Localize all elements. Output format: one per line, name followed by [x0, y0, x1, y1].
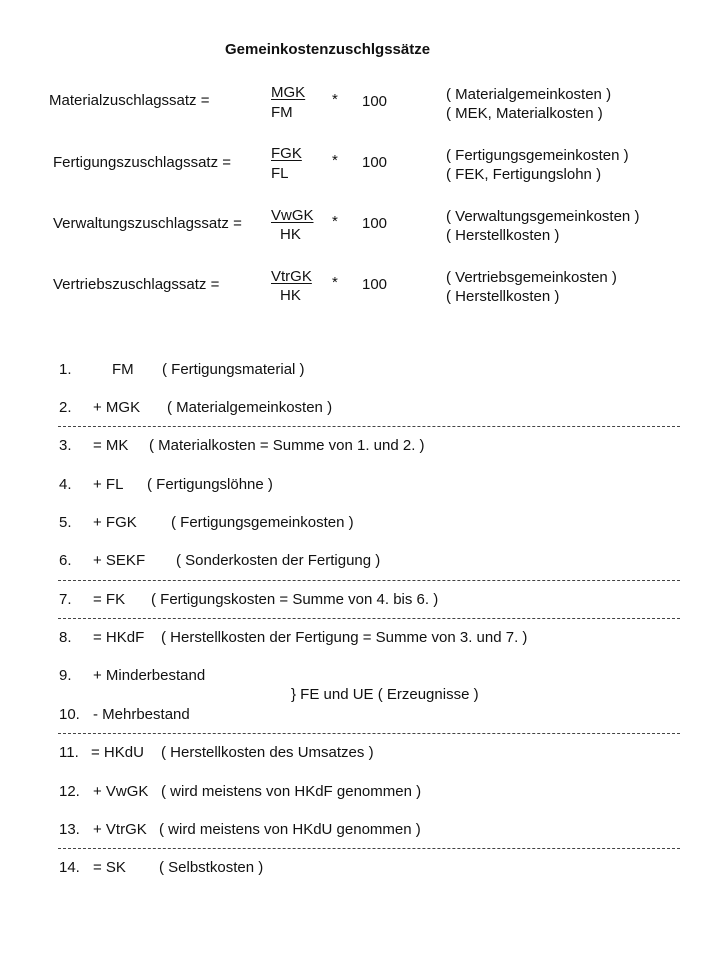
step-term: = MK: [93, 437, 129, 454]
divider: [58, 848, 680, 849]
step-number: 2.: [59, 399, 72, 416]
formula-times: *: [332, 213, 338, 230]
divider: [58, 426, 680, 427]
step-number: 10.: [59, 706, 80, 723]
formula-numerator: FGK: [271, 145, 302, 162]
divider: [58, 618, 680, 619]
step-number: 3.: [59, 437, 72, 454]
formula-label: Vertriebszuschlagssatz =: [53, 276, 220, 293]
step-term: = HKdF: [93, 629, 145, 646]
step-number: 13.: [59, 821, 80, 838]
step-description: ( Fertigungskosten = Summe von 4. bis 6. ): [151, 591, 439, 608]
formula-factor: 100: [362, 154, 388, 171]
step-term: + Minderbestand: [93, 667, 206, 684]
formula-factor: 100: [362, 276, 388, 293]
formula-numerator: VwGK: [271, 207, 314, 224]
formula-times: *: [332, 91, 338, 108]
formula-times: *: [332, 152, 338, 169]
step-term: + FGK: [93, 514, 137, 531]
formula-denominator: FM: [271, 104, 293, 121]
formula-note-1: ( Materialgemeinkosten ): [446, 86, 612, 103]
step-number: 6.: [59, 552, 72, 569]
divider: [58, 580, 680, 581]
formula-note-2: ( Herstellkosten ): [446, 288, 560, 305]
step-number: 1.: [59, 361, 72, 378]
step-term: = HKdU: [91, 744, 144, 761]
step-term: + VtrGK: [93, 821, 147, 838]
step-description: ( wird meistens von HKdU genommen ): [159, 821, 421, 838]
step-term: + FL: [93, 476, 124, 493]
step-number: 12.: [59, 783, 80, 800]
formula-denominator: HK: [280, 226, 301, 243]
step-description: ( Materialkosten = Summe von 1. und 2. ): [149, 437, 425, 454]
step-description: ( Fertigungsmaterial ): [162, 361, 305, 378]
page-title: Gemeinkostenzuschlgssätze: [225, 41, 431, 58]
step-term: = SK: [93, 859, 126, 876]
formula-note-2: ( FEK, Fertigungslohn ): [446, 166, 602, 183]
step-term: FM: [112, 361, 134, 378]
formula-note-1: ( Fertigungsgemeinkosten ): [446, 147, 629, 164]
step-description: ( Selbstkosten ): [159, 859, 264, 876]
step-description: ( wird meistens von HKdF genommen ): [161, 783, 422, 800]
step-description: ( Herstellkosten des Umsatzes ): [161, 744, 374, 761]
formula-factor: 100: [362, 215, 388, 232]
formula-denominator: HK: [280, 287, 301, 304]
formula-numerator: VtrGK: [271, 268, 312, 285]
formula-note-2: ( MEK, Materialkosten ): [446, 105, 603, 122]
divider: [58, 733, 680, 734]
formula-label: Materialzuschlagssatz =: [49, 92, 210, 109]
step-number: 5.: [59, 514, 72, 531]
formula-factor: 100: [362, 93, 388, 110]
formula-note-1: ( Verwaltungsgemeinkosten ): [446, 208, 640, 225]
step-number: 8.: [59, 629, 72, 646]
step-description: ( Sonderkosten der Fertigung ): [176, 552, 381, 569]
formula-note-2: ( Herstellkosten ): [446, 227, 560, 244]
step-description: ( Fertigungslöhne ): [147, 476, 273, 493]
step-term: + VwGK: [93, 783, 149, 800]
step-number: 9.: [59, 667, 72, 684]
bracket-note: } FE und UE ( Erzeugnisse ): [291, 686, 479, 703]
step-term: = FK: [93, 591, 126, 608]
step-number: 7.: [59, 591, 72, 608]
step-description: ( Herstellkosten der Fertigung = Summe von 3. und 7. ): [161, 629, 528, 646]
formula-times: *: [332, 274, 338, 291]
step-number: 11.: [59, 744, 79, 761]
step-number: 4.: [59, 476, 72, 493]
step-number: 14.: [59, 859, 80, 876]
formula-note-1: ( Vertriebsgemeinkosten ): [446, 269, 617, 286]
formula-label: Verwaltungszuschlagssatz =: [53, 215, 242, 232]
formula-numerator: MGK: [271, 84, 306, 101]
step-description: ( Materialgemeinkosten ): [167, 399, 333, 416]
formula-label: Fertigungszuschlagssatz =: [53, 154, 232, 171]
formula-denominator: FL: [271, 165, 289, 182]
step-term: - Mehrbestand: [93, 706, 190, 723]
step-description: ( Fertigungsgemeinkosten ): [171, 514, 354, 531]
step-term: + SEKF: [93, 552, 146, 569]
step-term: + MGK: [93, 399, 141, 416]
